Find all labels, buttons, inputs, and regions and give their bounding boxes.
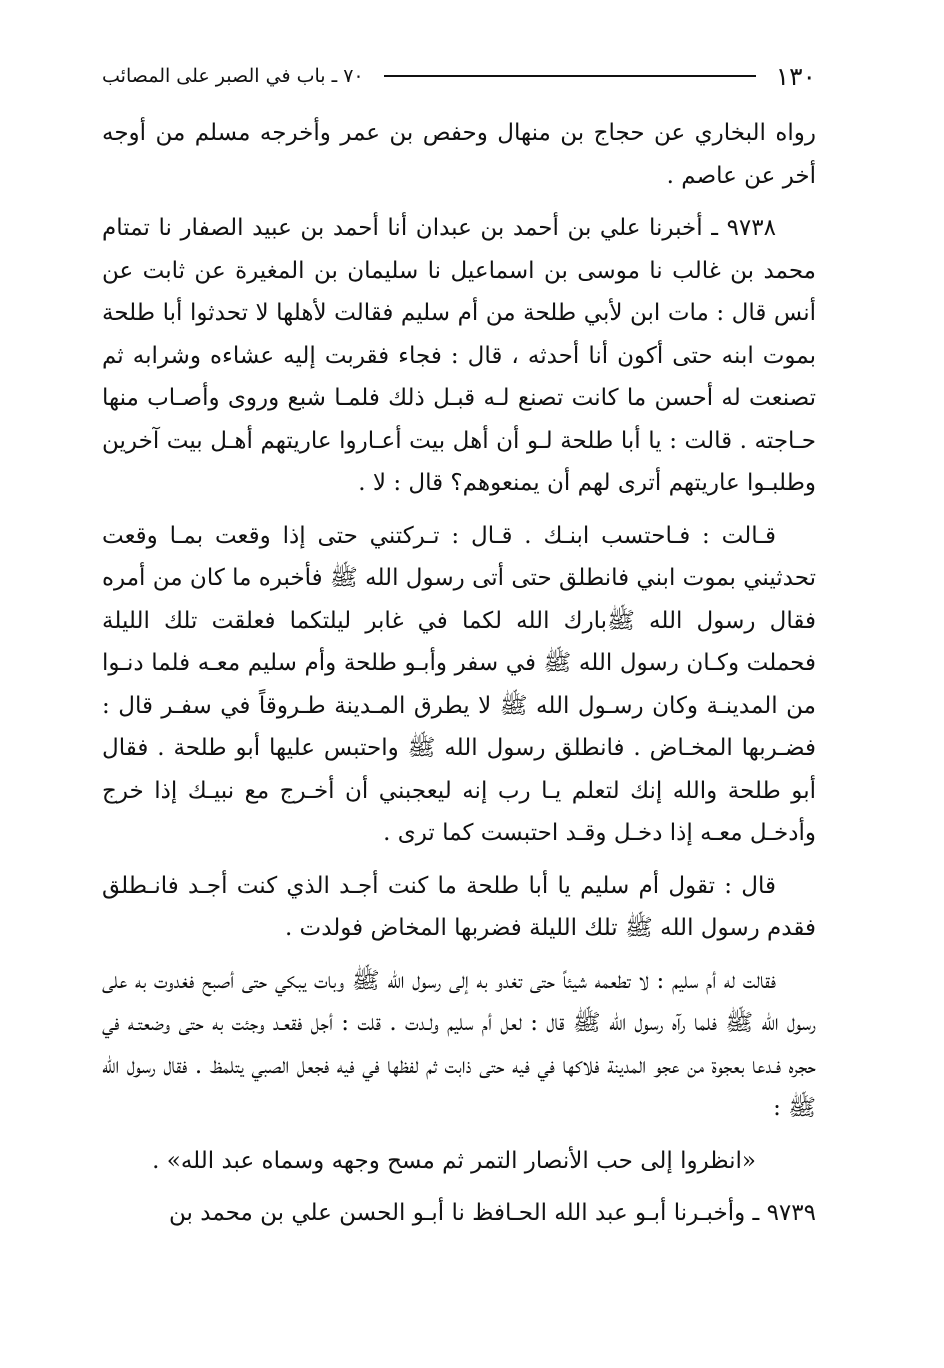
page-number: ١٣٠ bbox=[775, 61, 816, 91]
paragraph-hadith-9739: ٩٧٣٩ ـ وأخبـرنا أبـو عبد الله الحـافظ نا أبـو الحسن علي بن محمد بن bbox=[169, 1200, 816, 1226]
header-rule bbox=[384, 75, 756, 77]
paragraph-attribution: رواه البخاري عن حجاج بن منهال وحفص بن عمر وأخرجه مسلم من أوجه أخر عن عاصم . bbox=[102, 120, 816, 189]
chapter-title: ٧٠ ـ باب في الصبر على المصائب bbox=[102, 65, 364, 87]
paragraph-hadith-9738: ٩٧٣٨ ـ أخبرنا علي بن أحمد بن عبدان أنا أحمد بن عبيد الصفار نا تمتام محمد بن غالب نا موسى بن اسماعيل نا سليمان بن المغيرة عن ثابت عن أنس قال : مات ابن لأبي طلحة من أم سليم فقالت لأهلها لا تحدثوا أبا طلحة بموت ابنه حتى أكون أنا أحدثه ، قال : فجاء فقربت إليه عشاءه وشرابه ثم تصنعت له أحسن ما كانت تصنع لـه قبـل ذلك فلمـا شبع وروى وأصـاب منها حـاجته . قالت : يا أبا طلحة لـو أن أهل بيت أعـاروا عاريتهم أهـل بيت آخرين وطلبـوا عاريتهم أترى لهم أن يمنعوهم؟ قال : لا . bbox=[102, 215, 816, 496]
page-header bbox=[102, 58, 816, 94]
page-body bbox=[102, 112, 816, 1245]
paragraph-story: قـالت : فـاحتسب ابنـك . قـال : تـركتني حتى إذا وقعت بمـا وقعت تحدثيني بموت ابني فانطلق حتى أتى رسول الله ﷺ فأخبره ما كان من أمره فقال رسول الله ﷺبارك الله لكما في غابر ليلتكما فعلقت تلك الليلة فحملت وكـان رسول الله ﷺ في سفر وأبـو طلحة وأم سليم معـه فلما دنـوا من المدينـة وكان رسـول الله ﷺ لا يطرق المـدينة طـروقاً في سفـر قال : فضـربها المخـاض . فانطلق رسول الله ﷺ واحتبس عليها أبو طلحة . فقال أبو طلحة والله إنك لتعلم يـا رب إنه ليعجبني أن أخـرج مع نبيـك إذا خرج وأدخـل معـه إذا دخـل وقـد احتبست كما ترى . bbox=[102, 522, 816, 846]
paragraph-umm-sulaym: فقالت له أم سليم : لا تطعمه شيئاً حتى تغدو به إلى رسول الله ﷺ وبات يبكي حتى أصبح فغدوت به على رسول الله ﷺ فلما رآه رسول الله ﷺ قال : لعل أم سليم ولـدت . قلت : أجل فقعـد وجئت به حتى وضعتـه في حجره فـدعا بعجوة من عجو المدينة فلاكها في فيه حتى ذابت ثم لفظها في فيه فجعل الصبي يتلمظ . فقال رسول الله ﷺ : bbox=[102, 967, 816, 1121]
paragraph-story-continued: قال : تقول أم سليم يا أبا طلحة ما كنت أجـد الذي كنت أجـد فانـطلق فقدم رسول الله ﷺ تلك الليلة فضربها المخاض فولدت . bbox=[102, 872, 816, 941]
paragraph-quote: «انظروا إلى حب الأنصار التمر ثم مسح وجهه وسماه عبد الله» . bbox=[152, 1147, 756, 1174]
